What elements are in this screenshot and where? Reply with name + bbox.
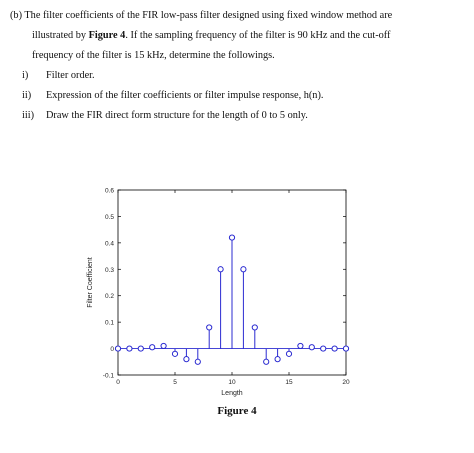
stem-marker	[298, 343, 303, 348]
y-tick-label: 0.1	[104, 319, 114, 327]
x-tick-label: 20	[342, 379, 350, 386]
x-tick-label: 5	[173, 379, 177, 386]
stem-marker	[172, 351, 177, 356]
stem-marker	[332, 346, 337, 351]
stem-marker	[309, 345, 314, 350]
y-tick-label: 0.6	[104, 187, 114, 195]
y-tick-label: 0.4	[104, 240, 114, 248]
item-number: i)	[22, 70, 29, 81]
figure-reference: Figure 4	[88, 30, 126, 41]
stem-marker	[252, 325, 257, 330]
stem-marker	[241, 267, 246, 272]
x-tick-label: 0	[116, 379, 120, 386]
question-line-2-post: . If the sampling frequency of the filter is 90 kHz and the cut-off	[125, 30, 391, 41]
stem-marker	[229, 235, 234, 240]
x-axis-label: Length	[221, 390, 243, 397]
y-tick-label: 0.5	[104, 213, 114, 221]
question-line-2-pre: illustrated by	[32, 30, 89, 41]
stem-marker	[207, 325, 212, 330]
stem-marker	[286, 351, 291, 356]
stem-marker	[115, 346, 120, 351]
item-number: ii)	[22, 90, 32, 101]
stem-marker	[321, 346, 326, 351]
question-line-3: frequency of the filter is 15 kHz, determine the followings.	[32, 50, 275, 61]
stem-marker	[264, 359, 269, 364]
item-number: iii)	[22, 110, 35, 121]
stem-marker	[184, 357, 189, 362]
stem-marker	[161, 343, 166, 348]
x-tick-label: 10	[228, 379, 236, 386]
item-text: Expression of the filter coefficients or filter impulse response, h(n).	[46, 90, 324, 101]
question-line-1: (b) The filter coefficients of the FIR low-pass filter designed using fixed window method are	[10, 10, 393, 21]
item-text: Draw the FIR direct form structure for the length of 0 to 5 only.	[46, 110, 308, 121]
stem-marker	[150, 345, 155, 350]
stem-marker	[275, 357, 280, 362]
stem-marker	[343, 346, 348, 351]
stem-marker	[138, 346, 143, 351]
y-tick-label: 0.2	[104, 293, 114, 301]
y-axis-label: Filter Coefficient	[87, 257, 94, 308]
stem-marker	[127, 346, 132, 351]
stem-marker	[218, 267, 223, 272]
figure-caption: Figure 4	[217, 405, 257, 417]
y-tick-label: 0.3	[104, 266, 114, 274]
y-tick-label: 0	[110, 346, 114, 354]
y-tick-label: -0.1	[102, 372, 114, 380]
x-tick-label: 15	[285, 379, 293, 386]
stem-marker	[195, 359, 200, 364]
item-text: Filter order.	[46, 70, 95, 81]
